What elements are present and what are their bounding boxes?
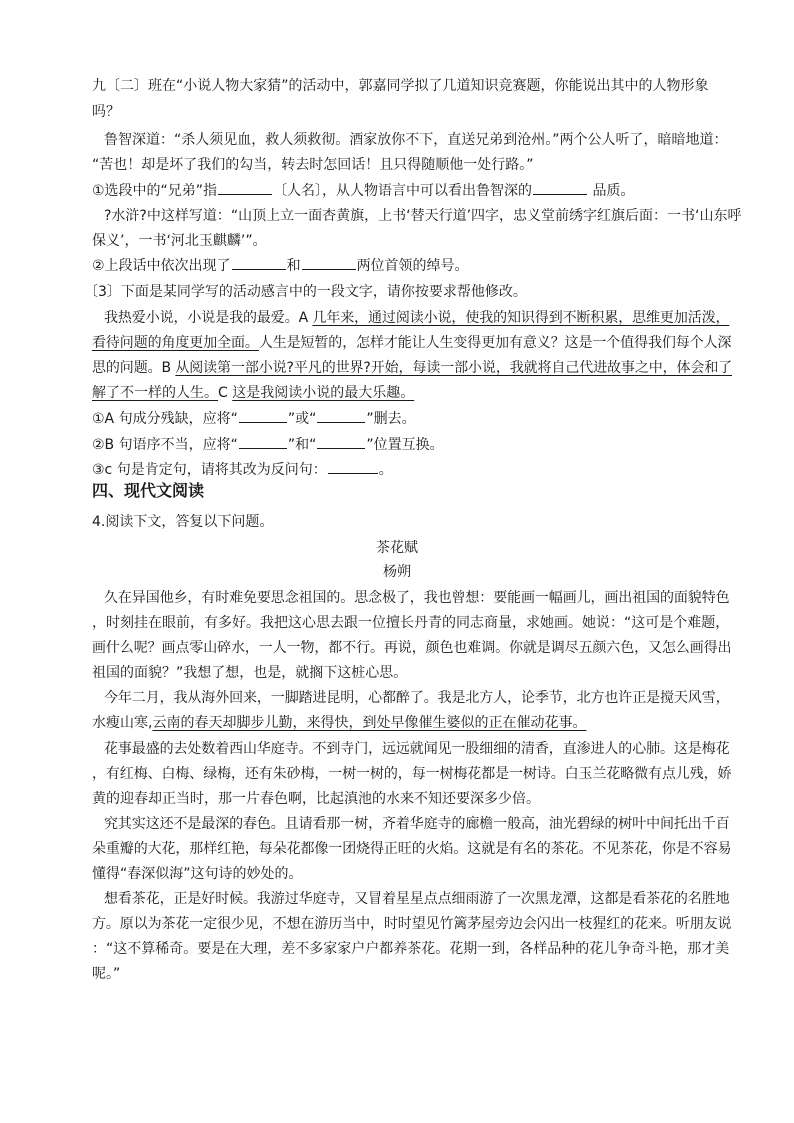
essay-line (92, 380, 732, 406)
text: ”或“ (287, 411, 317, 427)
essay-line (92, 355, 732, 381)
article-line (104, 811, 732, 837)
text: 鲁智深道：“杀人须见血，救人须救彻。酒家放你不下，直送兄弟到沧州。”两个公人听了，暗暗地道： (104, 132, 728, 148)
question-intro (92, 509, 732, 535)
underlined-sentence-a: 看待问题的角度更加全面。 (92, 335, 259, 351)
text: 〔3〕下面是某同学写的活动感言中的一段文字，请你按要求帮他修改。 (84, 284, 527, 300)
text: ②上段话中依次出现了 (92, 258, 231, 274)
text: 吗？ (92, 104, 120, 120)
text: ③c 句是肯定句，请将其改为反问句： (92, 462, 327, 478)
text: ”和“ (287, 437, 317, 453)
passage-line (92, 152, 732, 178)
text: 方。原以为茶花一定很少见，不想在游历当中，时时望见竹篱茅屋旁边会闪出一枝猩红的花来。听朋友说 (92, 916, 732, 932)
section-heading (92, 478, 204, 504)
answer-blank[interactable] (239, 434, 287, 449)
text: 花事最盛的去处数着西山华庭寺。不到寺门，远远就闻见一股细细的清香，直渗进人的心肺。这是梅花 (104, 741, 730, 757)
answer-blank[interactable] (533, 180, 587, 195)
text: 4.阅读下文，答复以下问题。 (92, 514, 274, 530)
answer-blank[interactable] (317, 434, 365, 449)
text: 保义’，一书‘河北玉麒麟’”。 (92, 233, 267, 249)
article-line (92, 911, 732, 937)
question-intro-line (92, 73, 732, 99)
article-line (92, 861, 732, 887)
text: 呢。” (92, 966, 121, 982)
essay-line (92, 330, 732, 356)
passage-line (104, 127, 744, 153)
underlined-sentence-a: 几年来，通过阅读小说，使我的知识得到不断积累，思维更加活泼， (312, 310, 730, 326)
text: C (218, 385, 233, 401)
article-line (92, 761, 732, 787)
underlined-sentence-c: 这是我阅读小说的最大乐趣。 (232, 385, 415, 401)
text: ”删去。 (366, 411, 416, 427)
text: ：“这不算稀奇。要是在大理，差不多家家户户都养茶花。花期一到，各样品种的花儿争奇斗艳，那才美 (92, 941, 730, 957)
article-author (0, 559, 794, 585)
underlined-sentence-b: 从阅读第一部小说?平凡的世界?开始，每读一部小说，我就将自己代进故事之中，体会和了 (175, 360, 732, 376)
article-line (92, 936, 732, 962)
article-line (104, 886, 732, 912)
text: 想看茶花，正是好时候。我游过华庭寺，又冒着星星点点细雨游了一次黑龙潭，这都是看茶花的名胜地 (104, 891, 730, 907)
text: 两位首领的绰号。 (356, 258, 469, 274)
text: 思的问题。B (92, 360, 176, 376)
text: ①选段中的“兄弟”指 (92, 183, 218, 199)
underlined-sentence: 云南的春天却脚步儿勤，来得快，到处早像催生婆似的正在催动花事。 (152, 715, 587, 731)
text: 九〔二〕班在“小说人物大家猜”的活动中，郭嘉同学拟了几道知识竞赛题，你能说出其中的人物形象 (92, 78, 709, 94)
article-line (92, 635, 732, 661)
passage-line (104, 203, 744, 229)
question-item (92, 406, 732, 432)
text: 人生是短暂的，怎样才能让人生变得更加有意义？这是一个值得我们每个人深 (258, 335, 732, 351)
article-line (92, 660, 732, 686)
essay-line (104, 305, 732, 331)
text: 杨朔 (383, 564, 411, 580)
article-line (92, 610, 732, 636)
text: 。 (378, 462, 393, 478)
passage-line (92, 228, 732, 254)
text: 画什么呢？画点零山碎水，一人一物，都不行。再说，颜色也难调。你就是调尽五颜六色，又怎么画得出 (92, 640, 732, 656)
text: 四、现代文阅读 (92, 481, 205, 500)
question-item (92, 178, 732, 204)
article-line (104, 585, 732, 611)
article-line (92, 836, 732, 862)
text: 和 (286, 258, 301, 274)
question-item (92, 253, 732, 279)
text: ”位置互换。 (366, 437, 444, 453)
text: 今年二月，我从海外回来，一脚踏进昆明，心都醉了。我是北方人，论季节，北方也许正是搅天风雪， (104, 690, 730, 706)
answer-blank[interactable] (232, 255, 286, 270)
article-line (104, 736, 732, 762)
text: ，有红梅、白梅、绿梅，还有朱砂梅，一树一树的，每一树梅花都是一树诗。白玉兰花略微有点儿残，娇 (92, 766, 732, 782)
answer-blank[interactable] (218, 180, 272, 195)
text: 究其实这还不是最深的春色。且请看那一树，齐着华庭寺的廊檐一般高，油光碧绿的树叶中间托出千百 (104, 816, 730, 832)
text: 茶花赋 (376, 540, 418, 556)
text: 祖国的面貌？”我想了想，也是，就搁下这桩心思。 (92, 665, 408, 681)
article-title (0, 535, 794, 561)
text: “苦也！却是坏了我们的勾当，转去时怎回话！且只得随顺他一处行路。” (92, 157, 534, 173)
article-line (92, 710, 732, 736)
text: 水瘦山寒, (92, 715, 153, 731)
underlined-sentence-b: 解了不一样的人生。 (92, 385, 218, 401)
text: 久在异国他乡，有时难免要思念祖国的。思念极了，我也曾想：要能画一幅画儿，画出祖国的面貌特色 (104, 590, 730, 606)
article-line (92, 961, 732, 987)
question-item (92, 432, 732, 458)
text: ②B 句语序不当，应将“ (92, 437, 238, 453)
text: 黄的迎春却正当时，那一片春色啊，比起滇池的水来不知还要深多少倍。 (92, 791, 540, 807)
text: 我热爱小说，小说是我的最爱。A (104, 310, 313, 326)
answer-blank[interactable] (328, 459, 378, 474)
text: 朵重瓣的大花，那样红艳，每朵花都像一团烧得正旺的火焰。这就是有名的茶花。不见茶花，你是不容易 (92, 841, 732, 857)
text: 〔人名〕，从人物语言中可以看出鲁智深的 (273, 183, 533, 199)
question-intro-line (92, 99, 732, 125)
article-line (104, 685, 732, 711)
text: 懂得“春深似海”这句诗的妙处的。 (92, 866, 303, 882)
text: ?水浒?中这样写道：“山顶上立一面杏黄旗，上书‘替天行道’四字，忠义堂前绣字红旗后面：一书‘山东呼 (104, 208, 742, 224)
answer-blank[interactable] (302, 255, 356, 270)
answer-blank[interactable] (317, 408, 365, 423)
article-line (92, 786, 732, 812)
text: ，时刻挂在眼前，有多好。我把这心思去跟一位擅长丹青的同志商量，求她画。她说：“这可是个难题， (92, 615, 730, 631)
text: 品质。 (592, 183, 635, 199)
question-part (84, 279, 724, 305)
text: ①A 句成分残缺，应将“ (92, 411, 238, 427)
answer-blank[interactable] (239, 408, 287, 423)
